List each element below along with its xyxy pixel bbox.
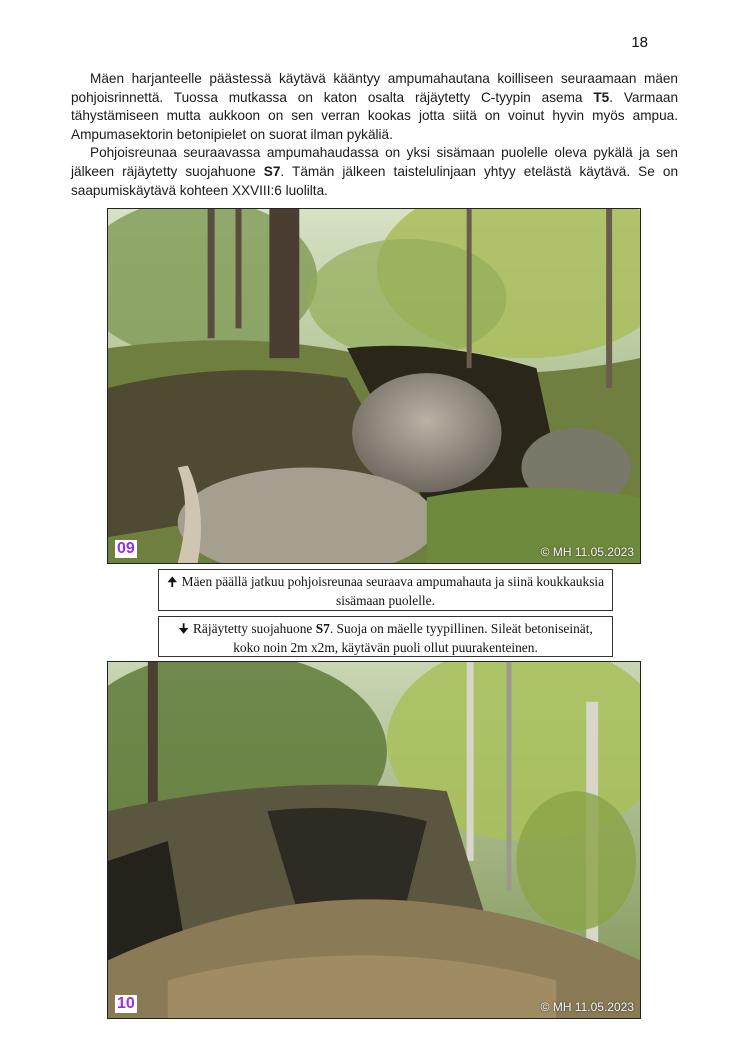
photo-number: 10	[117, 995, 135, 1012]
paragraph-2: Pohjoisreunaa seuraavassa ampumahaudassa on yksi sisämaan puolelle oleva pykälä ja sen jälkeen räjäytetty suojahuone S7. Tämän jälkeen taistelulinjaan yhtyy etelästä käytävä. Se on saapumiskäytävä kohteen XXVIII:6 luolilta.	[71, 145, 679, 198]
shelter-id-s7: S7	[263, 163, 281, 179]
page-number: 18	[631, 34, 648, 51]
photo-10	[107, 661, 641, 1019]
photo-10-image	[108, 662, 640, 1018]
photo-number: 09	[117, 540, 135, 557]
bunker-id-t5: T5	[593, 89, 610, 105]
photo-09	[107, 208, 641, 564]
body-text	[71, 70, 678, 200]
photo-09-image	[108, 209, 640, 563]
photo-credit: © MH 11.05.2023	[540, 545, 634, 559]
photo-credit: © MH 11.05.2023	[540, 1000, 634, 1014]
paragraph-1: Mäen harjanteelle päästessä käytävä kääntyy ampumahautana koilliseen seuraamaan mäen pohjoisrinnettä. Tuossa mutkassa on katon osalta räjäytetty C-tyypin asema T5. Varmaan tähystämiseen mutta aukkoon on sen verran kookas jotta siitä on voinut hyvin myös ampua. Ampumasektorin betonipielet on suorat ilman pykäliä.	[71, 71, 678, 142]
caption-photo-09: 🠉 Mäen päällä jatkuu pohjoisreunaa seuraava ampumahauta ja siinä koukkauksia sisämaan puolelle.	[158, 569, 613, 611]
caption-photo-10: 🠋 Räjäytetty suojahuone S7. Suoja on mäelle tyypillinen. Sileät betoniseinät, koko noin 2m x2m, käytävän puoli ollut puurakenteinen.	[158, 616, 613, 657]
arrow-up-icon: 🠉	[166, 575, 178, 590]
shelter-id-s7: S7	[315, 621, 330, 636]
arrow-down-icon: 🠋	[178, 622, 189, 637]
